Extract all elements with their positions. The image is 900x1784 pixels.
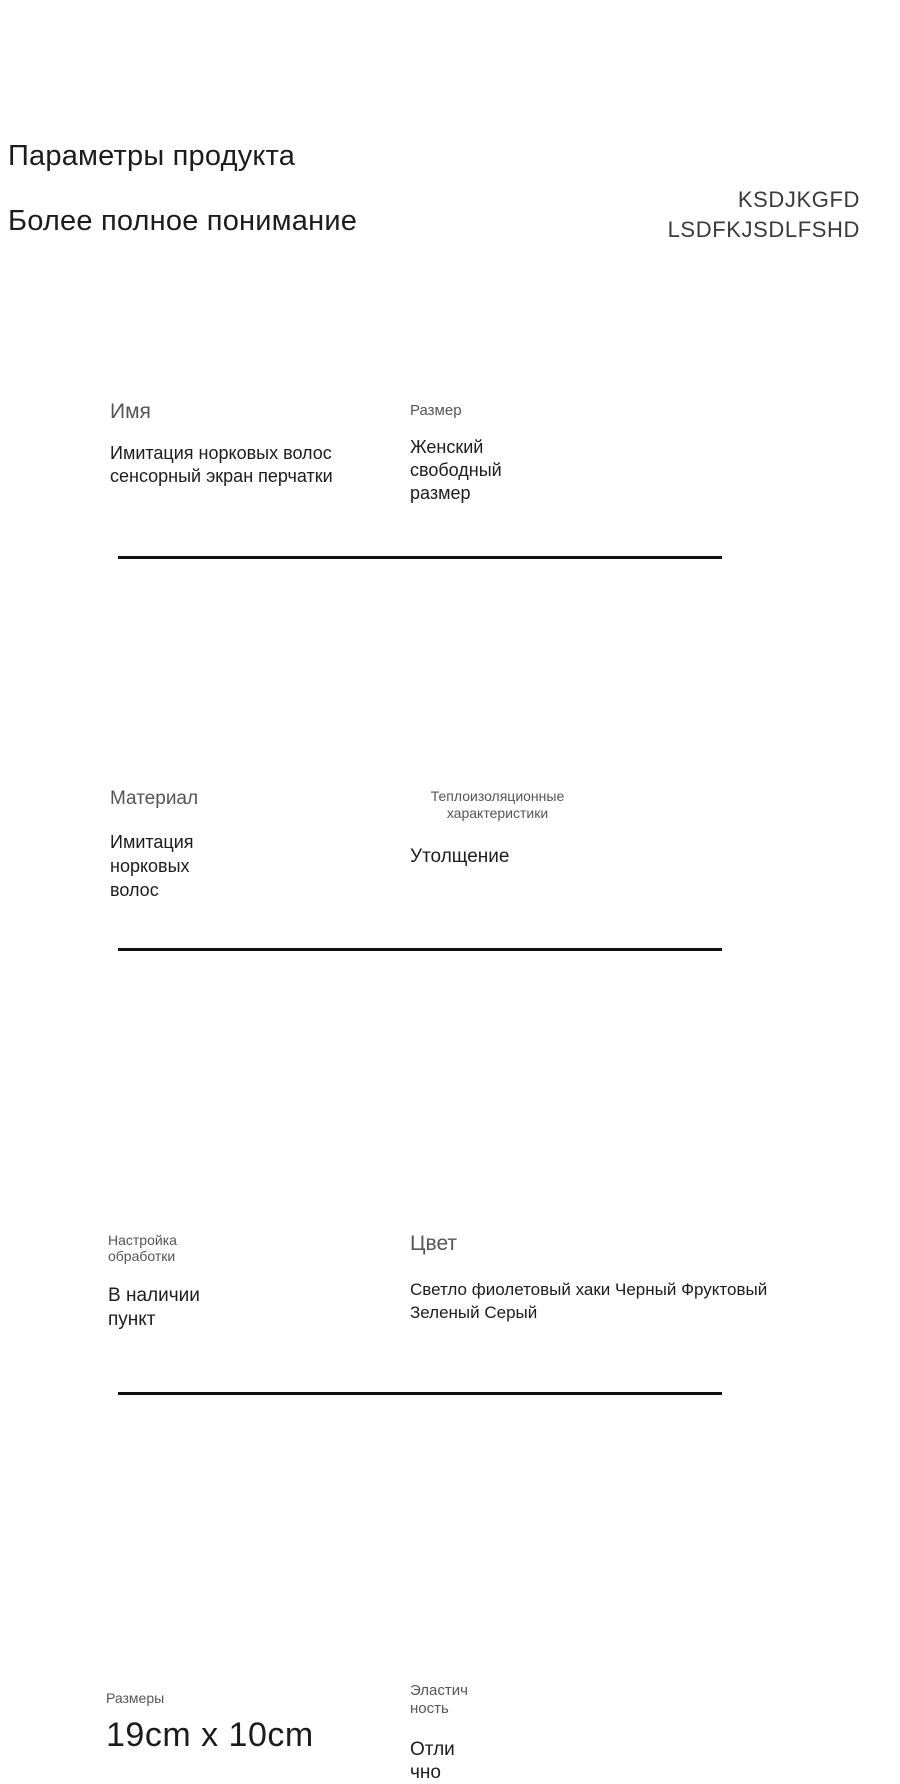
spec-table	[0, 390, 900, 1783]
brand-line-2: LSDFKJSDLFSHD	[667, 217, 860, 242]
spec-cell-color	[410, 1232, 870, 1324]
spec-label: Настройка обработки	[108, 1232, 177, 1264]
spec-label: Размер	[410, 402, 462, 419]
spec-label: Материал	[110, 788, 199, 809]
spec-value: Отли чно	[410, 1739, 455, 1783]
spec-value: Утолщение	[410, 846, 510, 867]
spec-value: Женский свободный размер	[410, 437, 502, 503]
spec-cell-dimensions	[106, 1690, 406, 1755]
spec-label: Теплоизоляционные характеристики	[430, 788, 565, 821]
page-header	[0, 130, 900, 280]
spec-label: Имя	[110, 400, 151, 423]
brand-line-1: KSDJKGFD	[737, 187, 860, 212]
spec-label: Эластич ность	[410, 1682, 468, 1717]
row-divider	[118, 556, 722, 559]
spec-label: Цвет	[410, 1232, 458, 1255]
row-divider	[118, 1392, 722, 1395]
spec-value: 19cm x 10cm	[106, 1716, 314, 1754]
spec-value: Имитация норковых волос	[110, 832, 194, 900]
spec-row	[0, 390, 900, 560]
spec-cell-elasticity	[410, 1682, 610, 1784]
brand-block	[668, 185, 860, 245]
spec-value: Имитация норковых волос сенсорный экран перчатки	[110, 443, 333, 486]
spec-value: Светло фиолетовый хаки Черный Фруктовый Зеленый Серый	[410, 1280, 768, 1322]
spec-cell-name	[110, 400, 400, 488]
page-subtitle: Более полное понимание	[8, 205, 358, 237]
spec-value: В наличии пункт	[108, 1285, 200, 1330]
spec-row	[0, 560, 900, 900]
spec-label: Размеры	[106, 1690, 165, 1706]
page-title: Параметры продукта	[8, 140, 296, 172]
spec-cell-processing	[108, 1232, 388, 1332]
spec-cell-size	[410, 402, 670, 505]
spec-row	[0, 780, 900, 1330]
